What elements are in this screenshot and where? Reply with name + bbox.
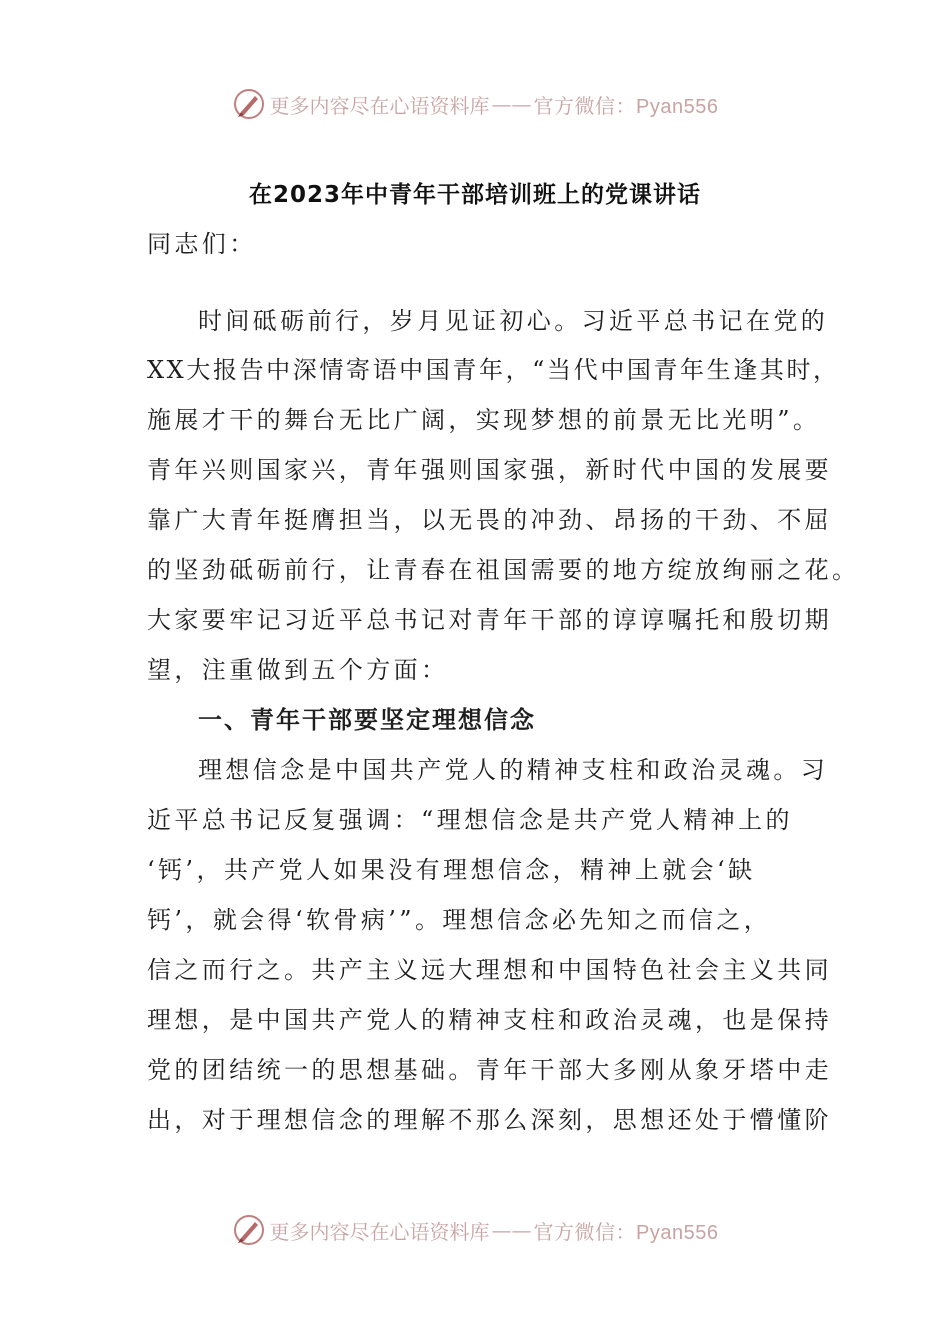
body-line: 青年兴则国家兴，青年强则国家强，新时代中国的发展要	[147, 456, 832, 484]
salutation: 同志们：	[147, 230, 257, 258]
watermark-wechat: 官方微信：Pyan556	[533, 1221, 719, 1244]
body-line: 出，对于理想信念的理解不那么深刻，思想还处于懵懂阶	[147, 1106, 832, 1134]
watermark-text: 更多内容尽在心语资料库	[269, 1219, 490, 1244]
watermark-separator: ——	[491, 1218, 532, 1242]
watermark-banner-top	[0, 84, 950, 124]
body-line: 望，注重做到五个方面：	[147, 656, 449, 684]
body-line: 理想信念是中国共产党人的精神支柱和政治灵魂。习	[198, 756, 829, 784]
body-line: 的坚劲砥砺前行，让青春在祖国需要的地方绽放绚丽之花。	[147, 556, 860, 584]
body-line: 施展才干的舞台无比广阔，实现梦想的前景无比光明”。	[147, 406, 821, 434]
body-line: 钙’，就会得‘软骨病’”。理想信念必先知之而信之，	[147, 906, 772, 934]
watermark-wechat: 官方微信：Pyan556	[533, 95, 719, 118]
watermark-banner-bottom	[0, 1210, 950, 1250]
body-line: 党的团结统一的思想基础。青年干部大多刚从象牙塔中走	[147, 1056, 832, 1084]
body-line: 大家要牢记习近平总书记对青年干部的谆谆嘱托和殷切期	[147, 606, 832, 634]
fountain-pen-logo-icon	[232, 87, 266, 121]
body-line: 信之而行之。共产主义远大理想和中国特色社会主义共同	[147, 956, 832, 984]
document-title: 在2023年中青年干部培训班上的党课讲话	[248, 182, 701, 208]
body-line: 理想，是中国共产党人的精神支柱和政治灵魂，也是保持	[147, 1006, 832, 1034]
body-line: XX大报告中深情寄语中国青年，“当代中国青年生逢其时，	[147, 356, 840, 384]
section-heading: 一、青年干部要坚定理想信念	[198, 706, 536, 734]
watermark-text: 更多内容尽在心语资料库	[269, 93, 490, 118]
fountain-pen-logo-icon	[232, 1213, 266, 1247]
watermark-separator: ——	[491, 92, 532, 116]
body-line: ‘钙’，共产党人如果没有理想信念，精神上就会‘缺	[147, 856, 756, 884]
body-line: 靠广大青年挺膺担当，以无畏的冲劲、昂扬的干劲、不屈	[147, 506, 832, 534]
body-line: 近平总书记反复强调：“理想信念是共产党人精神上的	[147, 806, 793, 834]
body-line: 时间砥砺前行，岁月见证初心。习近平总书记在党的	[198, 307, 829, 335]
